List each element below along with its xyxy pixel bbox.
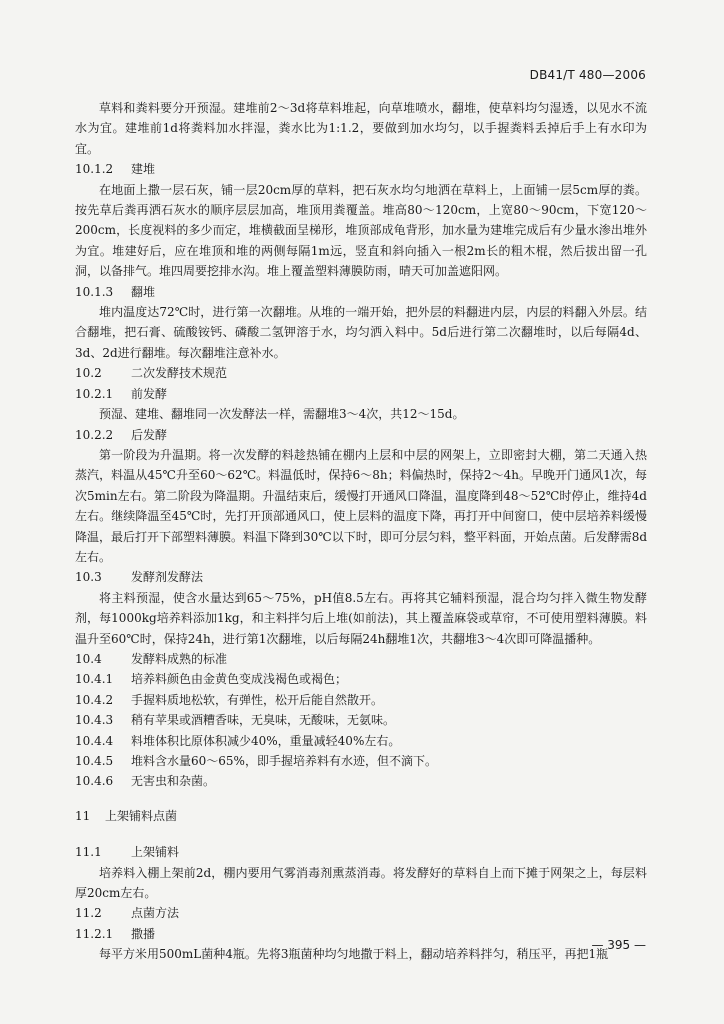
clause-title: 二次发酵技术规范 (131, 366, 228, 381)
clause-heading (75, 842, 647, 862)
clause-title: 发酵剂发酵法 (131, 570, 204, 585)
document-code: DB41/T 480—2006 (529, 68, 646, 82)
clause-number: 10.4.4 (75, 733, 114, 748)
clause-heading (75, 690, 647, 710)
page-number: — 395 — (591, 938, 646, 952)
clause-heading (75, 363, 647, 383)
clause-title: 点菌方法 (131, 906, 180, 921)
clause-heading (75, 567, 647, 587)
clause-title: 堆料含水量60～65%，即手握培养料有水迹，但不滴下。 (131, 754, 437, 768)
clause-title: 无害虫和杂菌。 (131, 774, 216, 789)
paragraph: 预湿、建堆、翻堆同一次发酵法一样，需翻堆3～4次，共12～15d。 (99, 407, 465, 422)
clause-title: 手握料质地松软，有弹性，松开后能自然散开。 (131, 692, 384, 707)
clause-heading (75, 771, 647, 791)
paragraph: 在地面上撒一层石灰，铺一层20cm厚的草料，把石灰水均匀地洒在草料上，上面铺一层5cm厚的粪。按先草后粪再洒石灰水的顺序层层加高，堆顶用粪覆盖。堆高80～120cm，上宽80～90cm，下宽120～200cm，长度视料的多少而定，堆横截面呈梯形，堆顶部成龟背形，加水量为建堆完成后有少量水渗出堆外为宜。堆建好后，应在堆顶和堆的两侧每隔1m远，竖直和斜向插入一根2m长的粗木棍，然后拔出留一孔洞，以备排气。堆四周要挖排水沟。堆上覆盖塑料薄膜防雨，晴天可加盖遮阳网。 (75, 182, 647, 279)
clause-number: 10.2.2 (75, 427, 114, 442)
clause-number: 10.4.6 (75, 774, 114, 789)
clause-number: 11.1 (75, 845, 102, 860)
paragraph: 每平方米用500mL菌种4瓶。先将3瓶菌种均匀地撒于料上，翻动培养料拌匀，稍压平，再把1瓶 (99, 947, 609, 962)
clause-number: 10.4.2 (75, 692, 114, 707)
clause-title: 后发酵 (131, 427, 168, 442)
paragraph: 将主料预湿，使含水量达到65～75%，pH值8.5左右。再将其它辅料预湿，混合均匀拌入微生物发酵剂，每1000kg培养料添加1kg，和主料拌匀后上堆(如前法)，其上覆盖麻袋或草帘，不可使用塑料薄膜。料温升至60℃时，保持24h，进行第1次翻堆，以后每隔24h翻堆1次，共翻堆3～4次即可降温播种。 (75, 590, 647, 646)
clause-heading (75, 924, 647, 944)
paragraph: 培养料入棚上架前2d，棚内要用气雾消毒剂熏蒸消毒。将发酵好的草料自上而下摊于网架之上，每层料厚20cm左右。 (75, 865, 647, 901)
clause-number: 10.4.5 (75, 754, 114, 768)
clause-heading (75, 282, 647, 302)
clause-heading (75, 159, 647, 179)
clause-number: 10.4 (75, 651, 102, 666)
clause-title: 前发酵 (131, 386, 168, 401)
paragraph: 第一阶段为升温期。将一次发酵的料趁热铺在棚内上层和中层的网架上，立即密封大棚，第二天通入热蒸汽，料温从45℃升至60～62℃。料温低时，保持6～8h；料偏热时，保持2～4h。早晚开门通风1次，每次5min左右。第二阶段为降温期。升温结束后，缓慢打开通风口降温，温度降到48～52℃时停止，维持4d左右。继续降温至45℃时，先打开顶部通风口，使上层料的温度下降，再打开中间窗口，使中层培养料缓慢降温，最后打开下部塑料薄膜。料温下降到30℃以下时，即可分层匀料，整平料面，开始点菌。后发酵需8d左右。 (75, 447, 648, 564)
clause-number: 11 (75, 808, 91, 823)
clause-heading (75, 384, 647, 404)
clause-title: 料堆体积比原体积减少40%，重量减轻40%左右。 (131, 733, 401, 748)
clause-title: 上架铺料点菌 (105, 808, 178, 823)
clause-number: 10.4.1 (75, 672, 114, 687)
clause-number: 10.2 (75, 366, 102, 381)
clause-title: 上架铺料 (131, 845, 180, 860)
clause-title: 建堆 (131, 162, 156, 177)
clause-title: 发酵料成熟的标准 (131, 651, 228, 666)
section-heading (75, 806, 647, 826)
clause-number: 11.2.1 (75, 926, 114, 941)
clause-title: 撒播 (131, 926, 156, 941)
clause-number: 10.1.2 (75, 162, 114, 177)
paragraph: 堆内温度达72℃时，进行第一次翻堆。从堆的一端开始，把外层的料翻进内层，内层的料翻入外层。结合翻堆，把石膏、硫酸铵钙、磷酸二氢钾溶于水，均匀洒入料中。5d后进行第二次翻堆时，以后每隔4d、3d、2d进行翻堆。每次翻堆注意补水。 (75, 305, 647, 360)
clause-number: 10.1.3 (75, 284, 114, 299)
clause-heading (75, 751, 647, 771)
clause-heading (75, 649, 647, 669)
clause-number: 10.2.1 (75, 386, 114, 401)
clause-number: 10.3 (75, 570, 102, 585)
clause-title: 翻堆 (131, 284, 156, 299)
clause-title: 培养料颜色由金黄色变成浅褐色或褐色； (131, 672, 348, 687)
document-body (75, 98, 647, 965)
clause-title: 稍有苹果或酒糟香味，无臭味，无酸味，无氨味。 (131, 713, 396, 728)
clause-heading (75, 710, 647, 730)
clause-heading (75, 731, 647, 751)
clause-number: 11.2 (75, 906, 102, 921)
clause-heading (75, 903, 647, 923)
clause-heading (75, 425, 647, 445)
clause-heading (75, 669, 647, 689)
clause-number: 10.4.3 (75, 713, 114, 728)
paragraph: 草料和粪料要分开预湿。建堆前2～3d将草料堆起，向草堆喷水，翻堆，使草料均匀湿透，以见水不流水为宜。建堆前1d将粪料加水拌湿，粪水比为1:1.2，要做到加水均匀，以手握粪料丢掉后手上有水印为宜。 (75, 101, 647, 156)
